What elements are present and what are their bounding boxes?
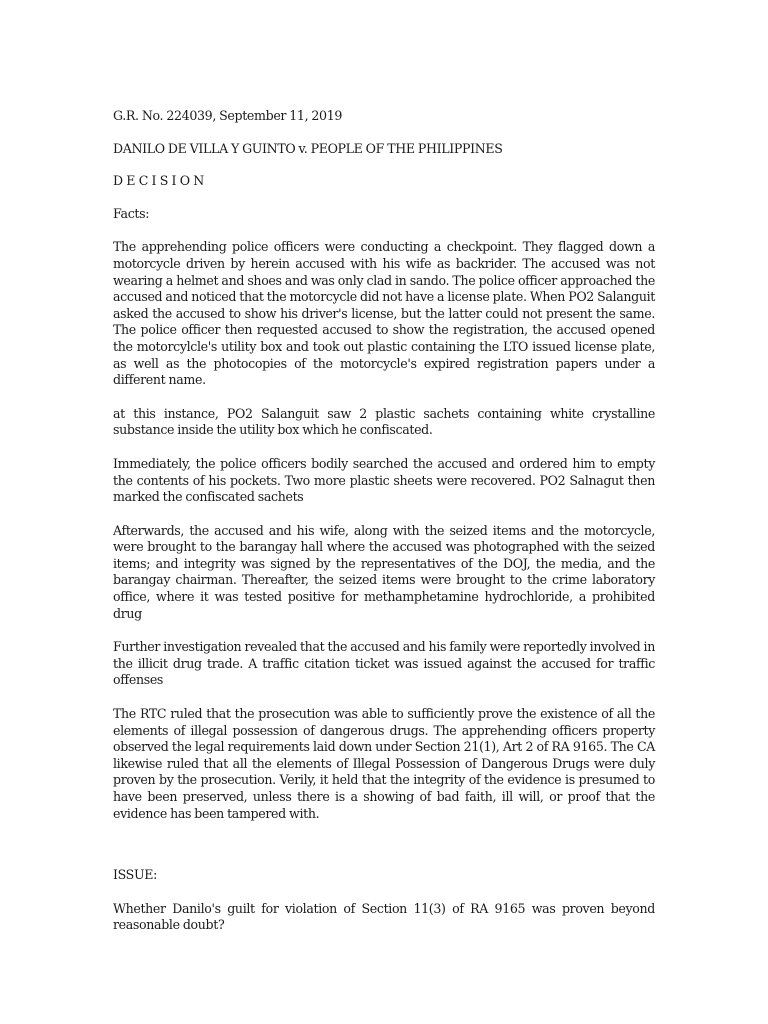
facts-paragraph-sachets: at this instance, PO2 Salanguit saw 2 plastic sachets containing white crystalline substance inside the utility box which he confiscated. [113, 405, 655, 438]
facts-paragraph-body-search: Immediately, the police officers bodily searched the accused and ordered him to empty the contents of his pockets. Two more plastic sheets were recovered. PO2 Salnagut then marked the confiscated sachets [113, 455, 655, 505]
facts-paragraph-checkpoint: The apprehending police officers were conducting a checkpoint. They flagged down a motorcycle driven by herein accused with his wife as backrider. The accused was not wearing a helmet and shoes and was only clad in sando. The police officer approached the accused and noticed that the motorcycle did not have a license plate. When PO2 Salanguit asked the accused to show his driver's license, but the latter could not present the same. The police officer then requested accused to show the registration, the accused opened the motorcylcle's utility box and took out plastic containing the LTO issued license plate, as well as the photocopies of the motorcycle's expired registration papers under a different name. [113, 239, 656, 388]
decision-label: DECISION [113, 173, 208, 189]
document-content [113, 108, 655, 934]
issue-question: Whether Danilo's guilt for violation of Section 11(3) of RA 9165 was proven beyond reasonable doubt? [113, 900, 655, 933]
case-number: G.R. No. 224039, September 11, 2019 [113, 108, 343, 123]
case-title: DANILO DE VILLA Y GUINTO v. PEOPLE OF THE PHILIPPINES [113, 140, 503, 156]
facts-paragraph-barangay-hall: Afterwards, the accused and his wife, along with the seized items and the motorcycle, were brought to the barangay hall where the accused was photographed with the seized items; and integrity was signed by the representatives of the DOJ, the media, and the barangay chairman. Thereafter, the seized items were brought to the crime laboratory office, where it was tested positive for methamphetamine hydrochloride, a prohibited drug [113, 522, 655, 621]
facts-paragraph-rulings: The RTC ruled that the prosecution was able to sufficiently prove the existence of all the elements of illegal possession of dangerous drugs. The apprehending officers property observed the legal requirements laid down under Section 21(1), Art 2 of RA 9165. The CA likewise ruled that all the elements of Illegal Possession of Dangerous Drugs were duly proven by the prosecution. Verily, it held that the integrity of the evidence is presumed to have been preserved, unless there is a showing of bad faith, ill will, or proof that the evidence has been tampered with. [113, 706, 655, 821]
facts-heading: Facts: [113, 205, 150, 221]
facts-paragraph-investigation: Further investigation revealed that the accused and his family were reportedly involved in the illicit drug trade. A traffic citation ticket was issued against the accused for traffic offenses [113, 639, 655, 688]
issue-heading: ISSUE: [113, 867, 157, 883]
